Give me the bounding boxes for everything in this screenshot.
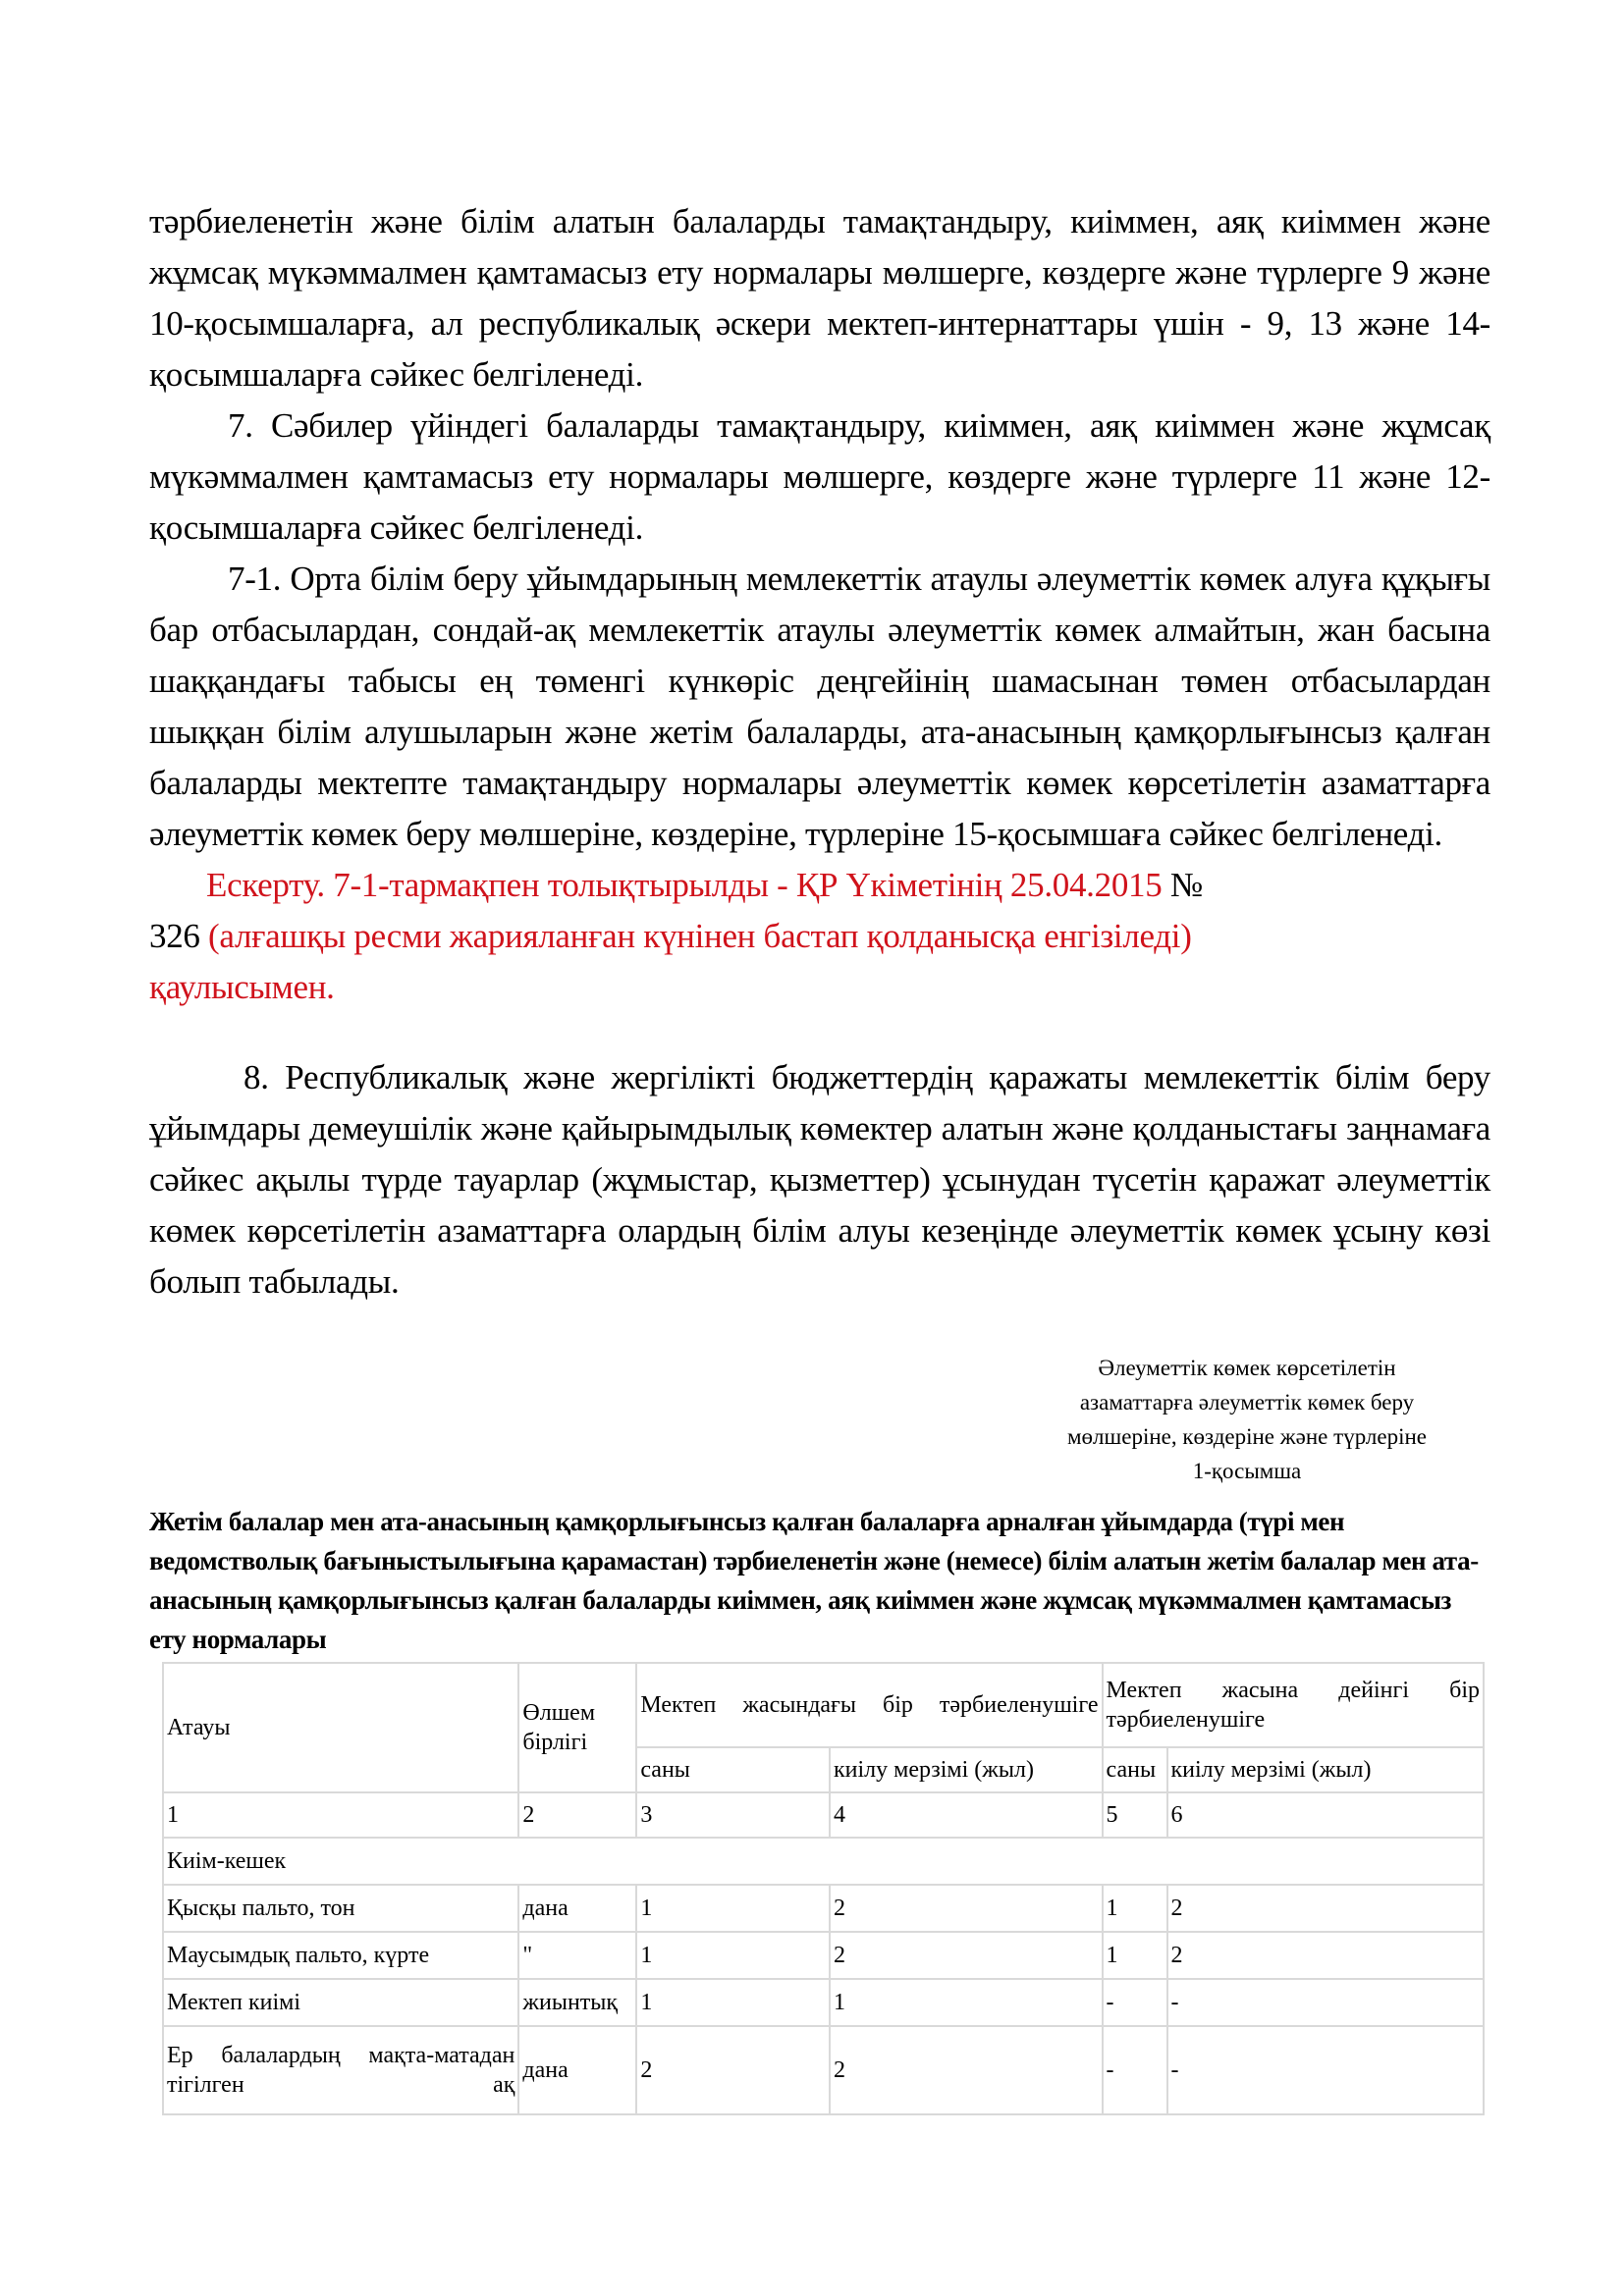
header-preschool: Мектеп жасына дейінгі бір тәрбиеленушіге (1103, 1663, 1484, 1747)
item-name: Мектеп киімі (163, 1979, 518, 2026)
item-qty-preschool: - (1103, 2026, 1167, 2114)
note-text-after: (алғашқы ресми жарияланған күнінен бастап қолданысқа енгізіледі) қаулысымен. (149, 917, 1192, 1006)
col-number: 6 (1167, 1792, 1485, 1838)
column-number-row (163, 1792, 1484, 1838)
item-wear: 2 (830, 2026, 1103, 2114)
annex-caption (992, 1351, 1502, 1488)
item-wear-preschool: 2 (1167, 1932, 1485, 1979)
item-name: Ер балалардың мақта-матадан тігілген ақ (163, 2026, 518, 2114)
annex-line-1: Әлеуметтік көмек көрсетілетін (1098, 1356, 1396, 1380)
col-number: 5 (1103, 1792, 1167, 1838)
col-number: 3 (636, 1792, 830, 1838)
header-qty: саны (636, 1747, 830, 1792)
item-qty-preschool: 1 (1103, 1932, 1167, 1979)
norms-table (162, 1662, 1485, 2115)
paragraph-6-continuation: тәрбиеленетін және білім алатын балаларды тамақтандыру, киіммен, аяқ киіммен және жұмсақ мүкәммалмен қамтамасыз ету нормалары мөлшерге, көздерге және түрлерге 9 және 10-қосымшаларға, ал республикалық әскери мектеп-интернаттары үшін - 9, 13 және 14-қосымшаларға сәйкес белгіленеді. (149, 202, 1490, 394)
item-wear-preschool: - (1167, 1979, 1485, 2026)
section-row (163, 1838, 1484, 1885)
table-row (163, 1885, 1484, 1932)
item-wear-preschool: 2 (1167, 1885, 1485, 1932)
resolution-number-link[interactable]: № 326 (149, 866, 1203, 955)
item-qty: 1 (636, 1885, 830, 1932)
annex-line-3: мөлшеріне, көздеріне және түрлеріне (1067, 1424, 1427, 1449)
annex-line-2: азаматтарға әлеуметтік көмек беру (1079, 1390, 1415, 1415)
paragraph-7: 7. Сәбилер үйіндегі балаларды тамақтандыру, киіммен, аяқ киіммен және жұмсақ мүкәммалмен қамтамасыз ету нормалары мөлшерге, көздерге және түрлерге 11 және 12-қосымшаларға сәйкес белгіленеді. (149, 406, 1490, 547)
header-name: Атауы (163, 1663, 518, 1792)
item-name: Қысқы пальто, тон (163, 1885, 518, 1932)
col-number: 2 (518, 1792, 636, 1838)
table-row (163, 1979, 1484, 2026)
note-text-before: Ескерту. 7-1-тармақпен толықтырылды - ҚР Үкіметінің 25.04.2015 (206, 866, 1170, 904)
header-wear-2: киілу мерзімі (жыл) (1167, 1747, 1485, 1792)
item-wear-preschool: - (1167, 2026, 1485, 2114)
item-unit: дана (518, 1885, 636, 1932)
header-unit: Өлшем бірлігі (518, 1663, 636, 1792)
header-qty-2: саны (1103, 1747, 1167, 1792)
col-number: 4 (830, 1792, 1103, 1838)
col-number: 1 (163, 1792, 518, 1838)
item-unit: " (518, 1932, 636, 1979)
paragraph-8: 8. Республикалық және жергілікті бюджеттердің қаражаты мемлекеттік білім беру ұйымдары демеушілік және қайырымдылық көмектер алатын және қолданыстағы заңнамаға сәйкес ақылы түрде тауарлар (жұмыстар, қызметтер) ұсынудан түсетін қаражат әлеуметтік көмек көрсетілетін азаматтарға олардың білім алуы кезеңінде әлеуметтік көмек ұсыну көзі болып табылады. (149, 1058, 1490, 1301)
table-row (163, 2026, 1484, 2114)
header-row (163, 1663, 1484, 1747)
item-wear: 1 (830, 1979, 1103, 2026)
section-clothing: Киім-кешек (163, 1838, 1484, 1885)
document-body (149, 196, 1490, 1308)
item-qty: 2 (636, 2026, 830, 2114)
item-wear: 2 (830, 1932, 1103, 1979)
header-wear: киілу мерзімі (жыл) (830, 1747, 1103, 1792)
item-qty-preschool: 1 (1103, 1885, 1167, 1932)
item-unit: дана (518, 2026, 636, 2114)
table-row (163, 1932, 1484, 1979)
amendment-note (149, 860, 1490, 1013)
paragraph-7-1: 7-1. Орта білім беру ұйымдарының мемлекеттік атаулы әлеуметтік көмек алуға құқығы бар отбасылардан, сондай-ақ мемлекеттік атаулы әлеуметтік көмек алмайтын, жан басына шаққандағы табысы ең төменгі күнкөріс деңгейінің шамасынан төмен отбасылардан шыққан білім алушыларын және жетім балаларды, ата-анасының қамқорлығынсыз қалған балаларды мектепте тамақтандыру нормалары әлеуметтік көмек көрсетілетін азаматтарға әлеуметтік көмек беру мөлшеріне, көздеріне, түрлеріне 15-қосымшаға сәйкес белгіленеді. (149, 560, 1490, 853)
header-school-age: Мектеп жасындағы бір тәрбиеленушіге (636, 1663, 1102, 1747)
item-unit: жиынтық (518, 1979, 636, 2026)
item-wear: 2 (830, 1885, 1103, 1932)
annex-line-4: 1-қосымша (1192, 1459, 1302, 1483)
table-title: Жетім балалар мен ата-анасының қамқорлығынсыз қалған балаларға арналған ұйымдарда (түрі мен ведомстволық бағыныстылығына қарамастан) тәрбиеленетін және (немесе) білім алатын жетім балалар мен ата-анасының қамқорлығынсыз қалған балаларды киіммен, аяқ киіммен және жұмсақ мүкәммалмен қамтамасыз ету нормалары (149, 1507, 1479, 1654)
item-qty: 1 (636, 1979, 830, 2026)
item-qty: 1 (636, 1932, 830, 1979)
item-name: Маусымдық пальто, күрте (163, 1932, 518, 1979)
item-qty-preschool: - (1103, 1979, 1167, 2026)
